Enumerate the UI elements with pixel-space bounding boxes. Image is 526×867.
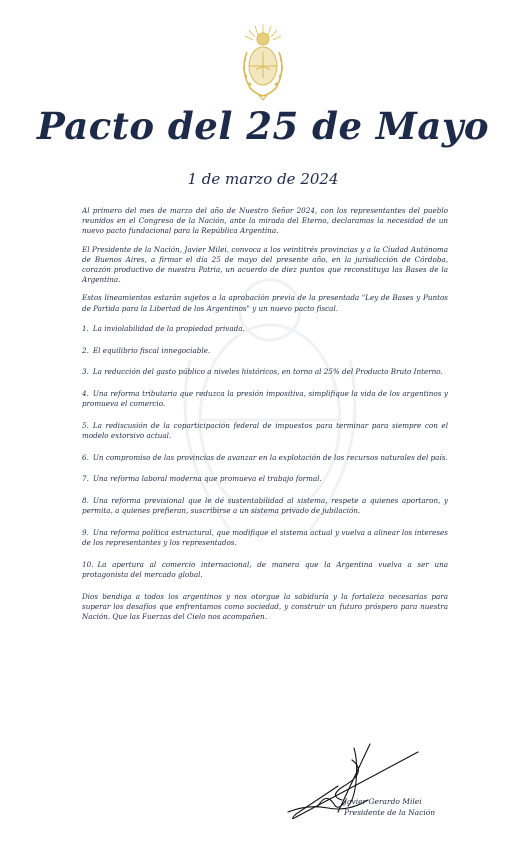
point-text: Una reforma laboral moderna que promueva el trabajo formal.	[92, 474, 322, 484]
point-number: 3.	[82, 367, 89, 377]
point-text: Una reforma política estructural, que modifique el sistema actual y vuelva a alinear los intereses de los representantes y los representados.	[82, 528, 448, 548]
point-text: La apertura al comercio internacional, de manera que la Argentina vuelva a ser una protagonista del mercado global.	[82, 559, 448, 580]
signer-block	[344, 796, 484, 818]
point-item	[82, 474, 448, 484]
document-date: 1 de marzo de 2024	[187, 170, 339, 188]
point-item	[82, 389, 448, 409]
closing-paragraph: Dios bendiga a todos los argentinos y nos otorgue la sabiduría y la fortaleza necesarias para superar los desafíos que enfrentamos como sociedad, y construir un futuro próspero para nuestra Nación. Que las Fuerzas del Cielo nos acompañen.	[82, 591, 448, 622]
point-number: 9.	[82, 528, 89, 538]
coat-of-arms-icon	[236, 22, 290, 102]
point-number: 10.	[82, 559, 94, 569]
point-item	[82, 324, 448, 334]
point-item	[82, 421, 448, 441]
point-number: 4.	[82, 388, 89, 398]
intro-paragraph: El Presidente de la Nación, Javier Milei, convoca a los veintitrés provincias y a la Ciudad Autónoma de Buenos Aires, a firmar el día 25 de mayo del presente año, en la jurisdicción de Córdoba, corazón productivo de nuestra Patria, un acuerdo de diez puntos que reconstituya las Bases de la Argentina.	[82, 244, 448, 285]
point-text: Un compromiso de las provincias de avanzar en la explotación de los recursos naturales del país.	[92, 452, 448, 462]
point-number: 1.	[82, 323, 89, 333]
point-item	[82, 367, 448, 377]
point-text: La rediscusión de la coparticipación federal de impuestos para terminar para siempre con el modelo extorsivo actual.	[82, 420, 448, 441]
point-text: La reducción del gasto público a niveles históricos, en torno al 25% del Producto Bruto Interno.	[92, 367, 443, 377]
document-body	[82, 206, 448, 630]
point-item	[82, 346, 448, 356]
point-number: 7.	[82, 474, 89, 484]
point-item	[82, 496, 448, 516]
point-number: 8.	[82, 496, 89, 506]
intro-paragraph: Al primero del mes de marzo del año de Nuestro Señor 2024, con los representantes del pueblo reunidos en el Congreso de la Nación, ante la mirada del Eterno, declaramos la necesidad de un nuevo pacto fundacional para la República Argentina.	[82, 206, 448, 236]
point-text: La inviolabilidad de la propiedad privada.	[92, 323, 245, 333]
point-number: 5.	[82, 420, 89, 430]
signer-title: Presidente de la Nación	[344, 808, 436, 817]
point-item	[82, 560, 448, 580]
point-text: Una reforma tributaria que reduzca la presión impositiva, simplifique la vida de los argentinos y promueva el comercio.	[82, 388, 448, 409]
intro-paragraph: Estos lineamientos estarán sujetos a la aprobación previa de la presentada "Ley de Bases y Puntos de Partida para la Libertad de los Argentinos" y un nuevo pacto fiscal.	[82, 293, 448, 313]
point-number: 6.	[82, 452, 89, 462]
signer-name: Javier Gerardo Milei	[344, 797, 422, 806]
point-text: El equilibrio fiscal innegociable.	[92, 345, 211, 355]
point-text: Una reforma previsional que le dé sustentabilidad al sistema, respete a quienes aportaron, y permita, a quienes prefieran, suscribirse a un sistema privado de jubilación.	[82, 496, 448, 516]
document-title: Pacto del 25 de Mayo	[36, 104, 490, 148]
point-item	[82, 528, 448, 548]
point-item	[82, 453, 448, 463]
point-number: 2.	[82, 345, 89, 355]
